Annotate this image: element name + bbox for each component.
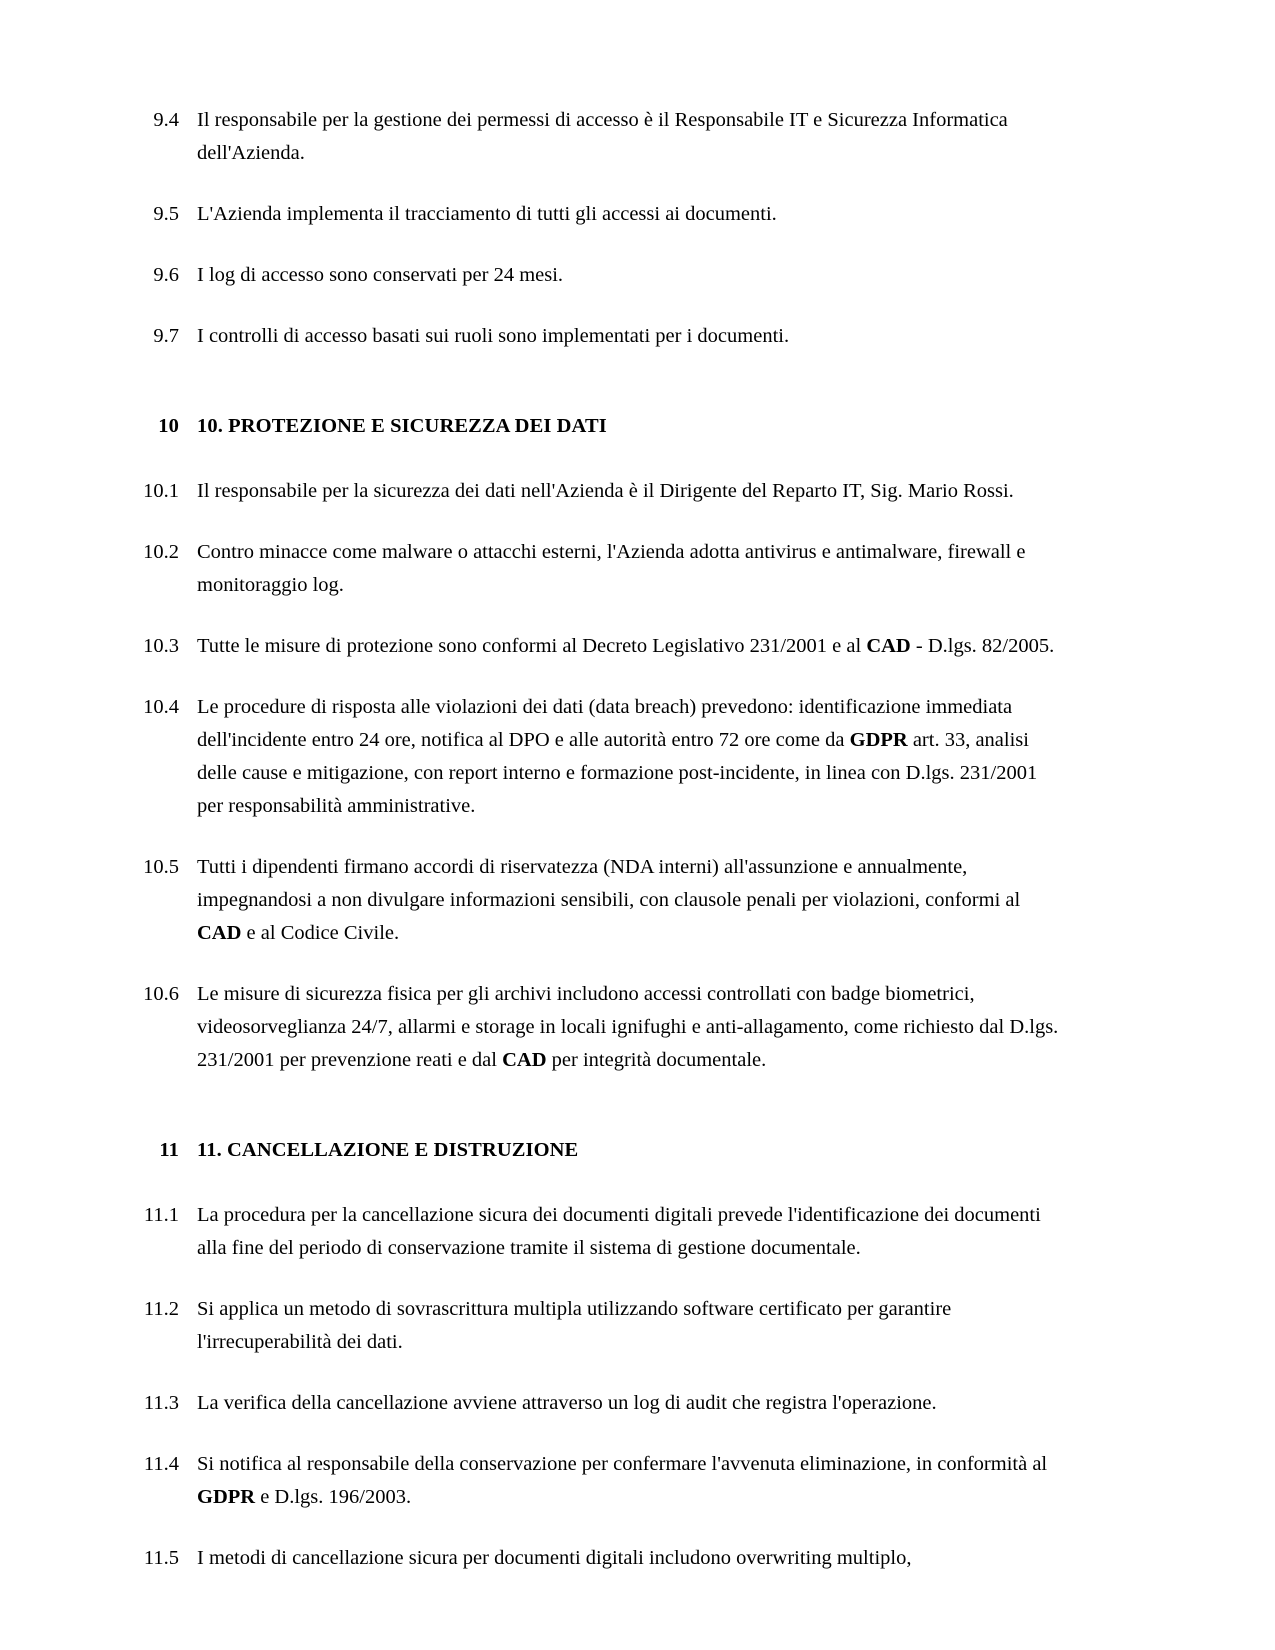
clause-item	[131, 198, 1061, 231]
clause-item	[131, 259, 1061, 292]
clause-number: 10.2	[143, 541, 179, 563]
clause-item	[131, 1387, 1061, 1420]
clause-text: Tutte le misure di protezione sono conformi al Decreto Legislativo 231/2001 e al CAD - D.lgs. 82/2005.	[197, 635, 1055, 657]
clause-item	[131, 978, 1061, 1077]
clause-text: Si notifica al responsabile della conservazione per confermare l'avvenuta eliminazione, in conformità al GDPR e D.lgs. 196/2003.	[197, 1453, 1048, 1508]
section-title: 10. PROTEZIONE E SICUREZZA DEI DATI	[197, 415, 607, 437]
clause-number: 10.3	[143, 635, 179, 657]
clause-text: Le misure di sicurezza fisica per gli archivi includono accessi controllati con badge biometrici, videosorveglianza 24/7, allarmi e storage in locali ignifughi e anti-allagamento, come richiesto dal D.lgs. 231/2001 per prevenzione reati e dal CAD per integrità documentale.	[197, 983, 1059, 1071]
clause-text: La procedura per la cancellazione sicura dei documenti digitali prevede l'identificazione dei documenti alla fine del periodo di conservazione tramite il sistema di gestione documentale.	[197, 1204, 1041, 1259]
clause-item	[131, 1542, 1061, 1575]
clause-text: Il responsabile per la sicurezza dei dati nell'Azienda è il Dirigente del Reparto IT, Sig. Mario Rossi.	[197, 480, 1014, 502]
clause-number: 9.5	[153, 203, 179, 225]
clause-number: 11.3	[143, 1392, 179, 1414]
clause-item	[131, 851, 1061, 950]
clause-item	[131, 1448, 1061, 1514]
clause-item	[131, 691, 1061, 823]
document-body	[131, 104, 1061, 1575]
clause-number: 10.1	[143, 480, 179, 502]
clause-number: 10.4	[143, 696, 179, 718]
clause-text: Contro minacce come malware o attacchi esterni, l'Azienda adotta antivirus e antimalware, firewall e monitoraggio log.	[197, 541, 1026, 596]
clause-number: 11.5	[143, 1547, 179, 1569]
clause-text: Si applica un metodo di sovrascrittura multipla utilizzando software certificato per garantire l'irrecuperabilità dei dati.	[197, 1298, 952, 1353]
clause-text: Le procedure di risposta alle violazioni dei dati (data breach) prevedono: identificazione immediata dell'incidente entro 24 ore, notifica al DPO e alle autorità entro 72 ore come da GDPR art. 33, analisi delle cause e mitigazione, con report interno e formazione post-incidente, in linea con D.lgs. 231/2001 per responsabilità amministrative.	[197, 696, 1038, 817]
section-number: 11	[159, 1139, 179, 1161]
clause-number: 10.5	[143, 856, 179, 878]
clause-item	[131, 320, 1061, 353]
clause-number: 10.6	[143, 983, 179, 1005]
clause-text: L'Azienda implementa il tracciamento di tutti gli accessi ai documenti.	[197, 203, 777, 225]
clause-item	[131, 104, 1061, 170]
clause-number: 11.4	[143, 1453, 179, 1475]
clause-text: La verifica della cancellazione avviene attraverso un log di audit che registra l'operazione.	[197, 1392, 937, 1414]
clause-item	[131, 630, 1061, 663]
clause-text: I controlli di accesso basati sui ruoli sono implementati per i documenti.	[197, 325, 790, 347]
clause-text: I metodi di cancellazione sicura per documenti digitali includono overwriting multiplo,	[197, 1547, 912, 1569]
section-heading	[131, 411, 1061, 441]
clause-number: 9.6	[153, 264, 179, 286]
clause-item	[131, 1293, 1061, 1359]
section-title: 11. CANCELLAZIONE E DISTRUZIONE	[197, 1139, 579, 1161]
clause-number: 9.4	[153, 109, 179, 131]
clause-item	[131, 536, 1061, 602]
clause-text: I log di accesso sono conservati per 24 mesi.	[197, 264, 564, 286]
clause-text: Il responsabile per la gestione dei permessi di accesso è il Responsabile IT e Sicurezza Informatica dell'Azienda.	[197, 109, 1008, 164]
section-number: 10	[158, 415, 179, 437]
section-heading	[131, 1135, 1061, 1165]
clause-number: 11.1	[143, 1204, 179, 1226]
clause-number: 9.7	[153, 325, 179, 347]
clause-item	[131, 1199, 1061, 1265]
clause-item	[131, 475, 1061, 508]
clause-text: Tutti i dipendenti firmano accordi di riservatezza (NDA interni) all'assunzione e annualmente, impegnandosi a non divulgare informazioni sensibili, con clausole penali per violazioni, conformi al CAD e al Codice Civile.	[197, 856, 1021, 944]
clause-number: 11.2	[143, 1298, 179, 1320]
